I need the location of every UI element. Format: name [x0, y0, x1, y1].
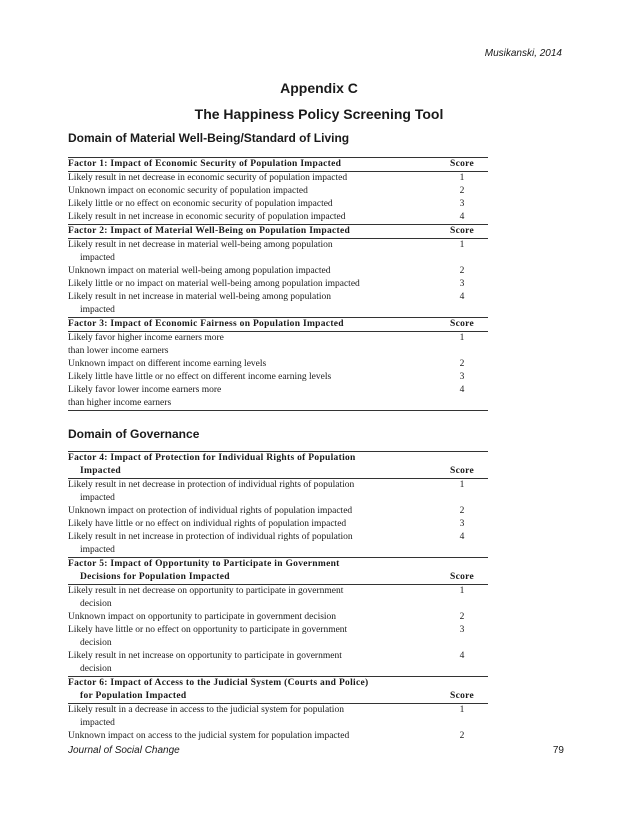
table-row	[68, 505, 488, 518]
row-score: 1	[459, 480, 465, 490]
factor-5-title-cont: Decisions for Population Impacted	[80, 572, 230, 582]
row-score: 1	[459, 586, 465, 596]
row-score: 2	[459, 506, 465, 516]
row-score: 4	[459, 385, 465, 395]
tool-title: The Happiness Policy Screening Tool	[194, 106, 444, 122]
row-text: Likely result in net decrease in material well-being among population	[68, 240, 333, 250]
factor-5-header	[68, 557, 488, 585]
row-score: 3	[459, 519, 465, 529]
row-text: Unknown impact on economic security of population impacted	[68, 186, 308, 196]
table-row-continuation	[68, 304, 488, 317]
row-score: 4	[459, 651, 465, 661]
row-text: Unknown impact on material well-being among population impacted	[68, 266, 331, 276]
row-text: Likely result in net decrease in economic security of population impacted	[68, 173, 348, 183]
factor-4-title-cont: Impacted	[80, 466, 121, 476]
table-row	[68, 585, 488, 598]
table-row	[68, 730, 488, 743]
row-text: Likely result in a decrease in access to the judicial system for population	[68, 705, 344, 715]
domain-heading-governance: Domain of Governance	[68, 427, 200, 441]
row-text-continuation: impacted	[80, 718, 115, 728]
row-text-continuation: impacted	[80, 545, 115, 555]
table-row-continuation	[68, 717, 488, 730]
row-text-continuation: impacted	[80, 493, 115, 503]
table-row-continuation	[68, 492, 488, 505]
row-score: 2	[459, 731, 465, 741]
row-score: 3	[459, 625, 465, 635]
row-score: 1	[459, 333, 465, 343]
factor-4-header	[68, 451, 488, 479]
row-text: Unknown impact on protection of individual rights of population impacted	[68, 506, 353, 516]
table-row-continuation	[68, 345, 488, 358]
row-text: Likely little or no impact on material well-being among population impacted	[68, 279, 360, 289]
table-row-continuation	[68, 397, 488, 411]
row-text-continuation: impacted	[80, 253, 115, 263]
table-row	[68, 278, 488, 291]
table-row	[68, 650, 488, 663]
score-column-header: Score	[449, 691, 474, 701]
row-score: 2	[459, 359, 465, 369]
row-text: Likely result in net decrease in protection of individual rights of population	[68, 480, 355, 490]
factor-1-header	[68, 157, 488, 172]
material-wellbeing-table	[68, 157, 488, 411]
table-row	[68, 384, 488, 397]
table-row-continuation	[68, 544, 488, 557]
table-row	[68, 198, 488, 211]
row-score: 4	[459, 212, 465, 222]
row-score: 3	[459, 279, 465, 289]
row-score: 3	[459, 199, 465, 209]
table-row-continuation	[68, 598, 488, 611]
table-row	[68, 371, 488, 384]
domain-heading-material: Domain of Material Well-Being/Standard of Living	[68, 131, 350, 145]
factor-6-header	[68, 676, 488, 704]
table-row	[68, 611, 488, 624]
governance-table	[68, 451, 488, 743]
row-score: 1	[459, 173, 465, 183]
running-header-author: Musikanski, 2014	[484, 48, 562, 59]
row-text: Likely result in net increase in protection of individual rights of population	[68, 532, 353, 542]
table-row	[68, 239, 488, 252]
factor-4-title: Factor 4: Impact of Protection for Individual Rights of Population	[68, 453, 356, 463]
row-text-continuation: decision	[80, 664, 112, 674]
table-row	[68, 531, 488, 544]
row-score: 4	[459, 292, 465, 302]
appendix-title: Appendix C	[280, 80, 358, 96]
row-text-continuation: than higher income earners	[68, 398, 172, 408]
table-row	[68, 332, 488, 345]
table-row	[68, 704, 488, 717]
score-column-header: Score	[449, 466, 474, 476]
score-column-header: Score	[449, 159, 474, 169]
row-text: Likely little or no effect on economic security of population impacted	[68, 199, 333, 209]
table-row	[68, 358, 488, 371]
row-text: Likely result in net decrease on opportunity to participate in government	[68, 586, 344, 596]
row-score: 2	[459, 612, 465, 622]
row-text: Likely result in net increase in material well-being among population	[68, 292, 332, 302]
row-text-continuation: decision	[80, 638, 112, 648]
row-score: 1	[459, 705, 465, 715]
row-text: Likely favor lower income earners more	[68, 385, 222, 395]
row-text: Likely result in net increase in economic security of population impacted	[68, 212, 346, 222]
factor-5-title: Factor 5: Impact of Opportunity to Participate in Government	[68, 559, 340, 569]
table-row-continuation	[68, 637, 488, 650]
row-score: 2	[459, 186, 465, 196]
row-text: Unknown impact on different income earning levels	[68, 359, 267, 369]
row-score: 4	[459, 532, 465, 542]
row-text: Likely result in net increase on opportunity to participate in government	[68, 651, 342, 661]
factor-2-title: Factor 2: Impact of Material Well-Being on Population Impacted	[68, 226, 351, 236]
factor-2-header	[68, 224, 488, 239]
table-row-continuation	[68, 252, 488, 265]
table-row	[68, 265, 488, 278]
table-row	[68, 291, 488, 304]
row-text: Unknown impact on access to the judicial system for population impacted	[68, 731, 350, 741]
factor-1-title: Factor 1: Impact of Economic Security of Population Impacted	[68, 159, 342, 169]
footer-page-number: 79	[552, 745, 564, 756]
footer-journal-name: Journal of Social Change	[68, 745, 180, 756]
row-text: Likely have little or no effect on opportunity to participate in government	[68, 625, 348, 635]
factor-6-title: Factor 6: Impact of Access to the Judicial System (Courts and Police)	[68, 678, 369, 688]
row-text-continuation: decision	[80, 599, 112, 609]
row-text: Likely little have little or no effect on different income earning levels	[68, 372, 332, 382]
row-text: Likely have little or no effect on individual rights of population impacted	[68, 519, 347, 529]
row-score: 2	[459, 266, 465, 276]
score-column-header: Score	[449, 572, 474, 582]
row-score: 3	[459, 372, 465, 382]
factor-6-title-cont: for Population Impacted	[80, 691, 187, 701]
table-row	[68, 518, 488, 531]
row-score: 1	[459, 240, 465, 250]
row-text-continuation: than lower income earners	[68, 346, 169, 356]
score-column-header: Score	[449, 319, 474, 329]
table-row	[68, 172, 488, 185]
table-row	[68, 185, 488, 198]
row-text: Likely favor higher income earners more	[68, 333, 224, 343]
factor-3-header	[68, 317, 488, 332]
row-text-continuation: impacted	[80, 305, 115, 315]
table-row	[68, 624, 488, 637]
score-column-header: Score	[449, 226, 474, 236]
table-row	[68, 479, 488, 492]
factor-3-title: Factor 3: Impact of Economic Fairness on Population Impacted	[68, 319, 344, 329]
table-row-continuation	[68, 663, 488, 676]
table-row	[68, 211, 488, 224]
row-text: Unknown impact on opportunity to participate in government decision	[68, 612, 337, 622]
